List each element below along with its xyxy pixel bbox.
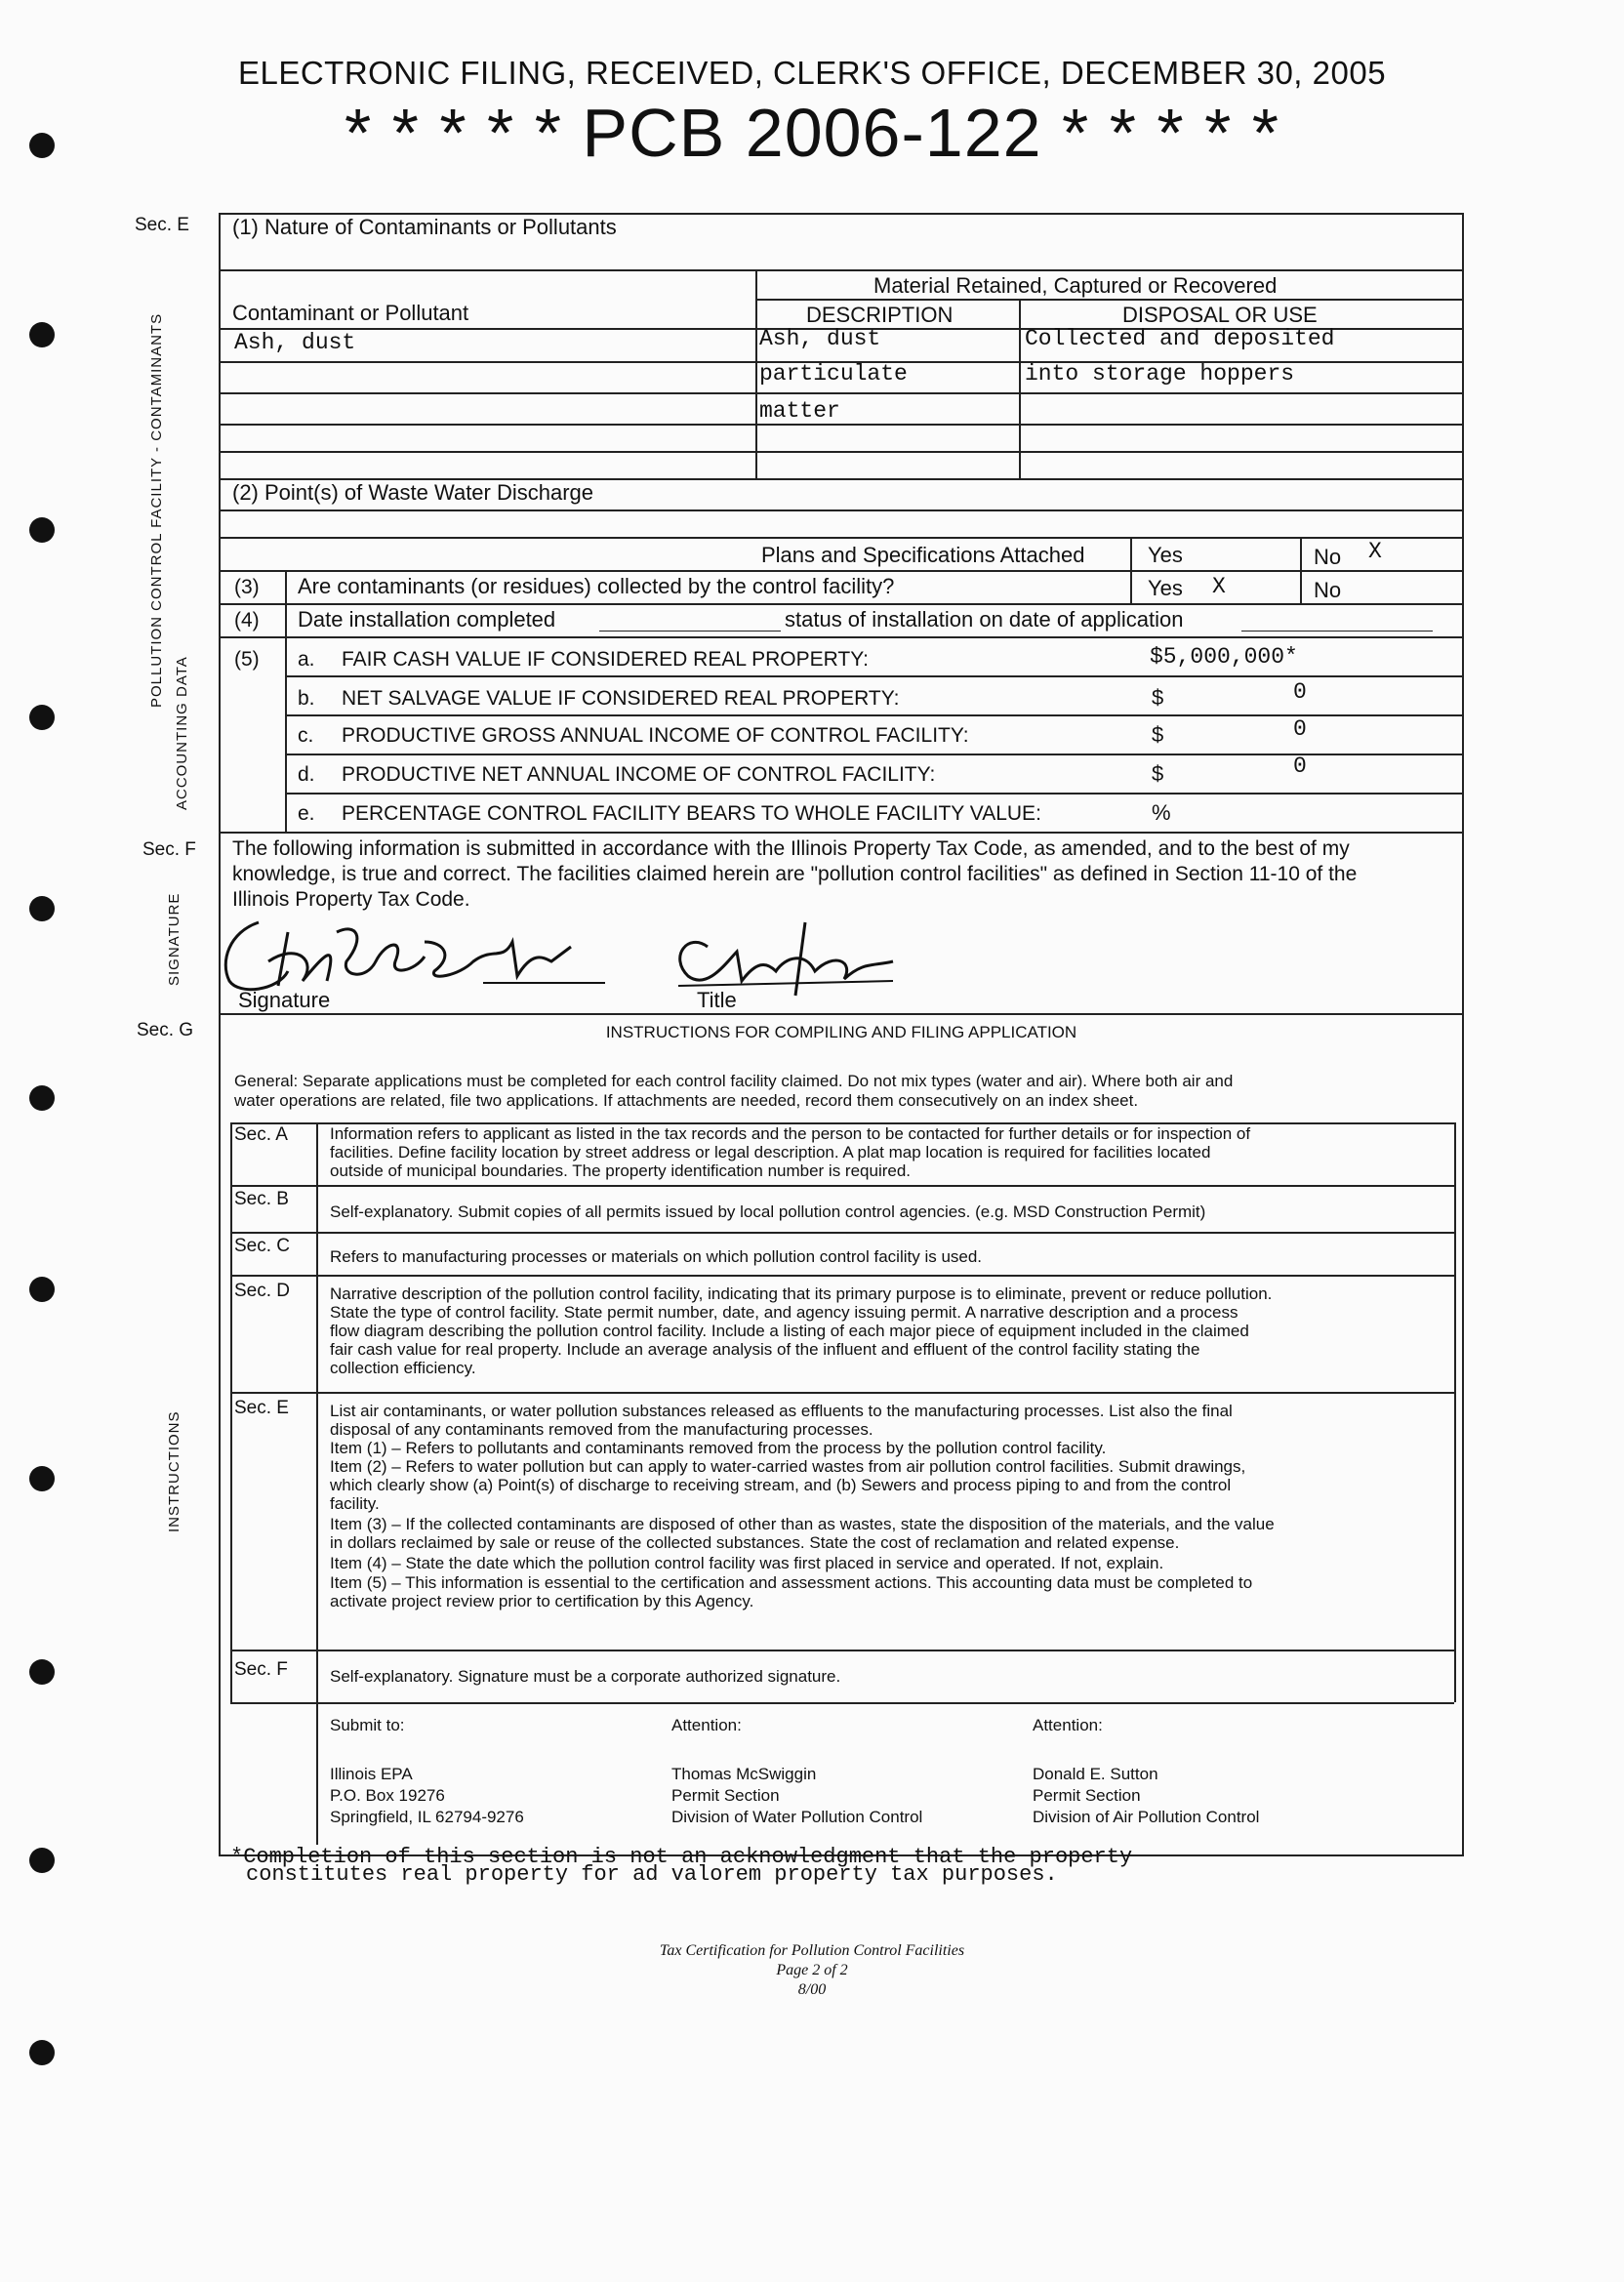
divider <box>219 424 1464 426</box>
accounting-letter: b. <box>298 687 315 710</box>
plans-no: No <box>1314 545 1342 569</box>
instr-line: Item (1) – Refers to pollutants and contaminants removed from the process by the pollution control facility. <box>330 1439 1107 1457</box>
accounting-amount: 0 <box>1293 754 1307 779</box>
certification-line: Illinois Property Tax Code. <box>232 888 470 911</box>
plans-yes: Yes <box>1148 543 1183 567</box>
note-line: *Completion of this section is not an acknowledgment that the property <box>230 1845 1133 1869</box>
divider <box>285 754 1464 755</box>
submit-to-label: Submit to: <box>330 1716 405 1734</box>
punch-hole <box>29 1085 55 1111</box>
accounting-label: PRODUCTIVE GROSS ANNUAL INCOME OF CONTROL FACILITY: <box>342 724 969 747</box>
instr-line: State the type of control facility. State permit number, date, and agency issuing permit. A narrative description and a process <box>330 1303 1238 1322</box>
attention-label: Attention: <box>671 1716 742 1734</box>
accounting-label: PRODUCTIVE NET ANNUAL INCOME OF CONTROL FACILITY: <box>342 763 936 786</box>
divider <box>1130 539 1132 605</box>
accounting-letter: c. <box>298 724 314 747</box>
general-line: General: Separate applications must be completed for each control facility claimed. Do not mix types (water and air). Where both air and <box>234 1072 1234 1090</box>
instr-line: facility. <box>330 1494 380 1513</box>
divider <box>230 1185 1454 1187</box>
attention-label: Attention: <box>1033 1716 1103 1734</box>
material-header: Material Retained, Captured or Recovered <box>873 273 1278 298</box>
signature-label: Signature <box>238 988 331 1012</box>
accounting-currency: $ <box>1152 761 1164 786</box>
side-label-accounting: ACCOUNTING DATA <box>174 656 190 810</box>
divider <box>1300 539 1302 605</box>
table-row-disposal: into storage hoppers <box>1025 361 1295 387</box>
divider <box>230 1702 1454 1704</box>
punch-hole <box>29 2040 55 2065</box>
accounting-amount: 0 <box>1293 679 1307 705</box>
accounting-label: NET SALVAGE VALUE IF CONSIDERED REAL PROPERTY: <box>342 687 900 710</box>
divider <box>285 793 1464 795</box>
instr-line: fair cash value for real property. Include an average analysis of the influent and effluent of the control facility stating the <box>330 1340 1200 1359</box>
footer-date: 8/00 <box>797 1981 827 1998</box>
item4-date-label: Date installation completed <box>298 607 556 632</box>
address-line: Illinois EPA <box>330 1765 413 1783</box>
divider <box>219 570 1464 572</box>
plans-no-mark: X <box>1368 539 1382 564</box>
divider <box>230 1650 1454 1651</box>
divider <box>316 1122 318 1845</box>
divider <box>230 1392 1454 1394</box>
accounting-amount: 0 <box>1293 716 1307 742</box>
instr-line: outside of municipal boundaries. The property identification number is required. <box>330 1161 912 1180</box>
instr-line: Self-explanatory. Signature must be a corporate authorized signature. <box>330 1667 841 1686</box>
punch-hole <box>29 896 55 921</box>
divider <box>219 832 1464 834</box>
instr-line: activate project review prior to certification by this Agency. <box>330 1592 754 1610</box>
divider <box>230 1122 232 1702</box>
instr-sec-label: Sec. E <box>234 1398 289 1418</box>
divider <box>219 509 1464 511</box>
item3-yes-mark: X <box>1212 574 1226 599</box>
instr-line: which clearly show (a) Point(s) of discharge to receiving stream, and (b) Sewers and process piping to and from the control <box>330 1476 1232 1494</box>
col-disposal: DISPOSAL OR USE <box>1122 303 1318 327</box>
signature-image <box>220 903 903 1000</box>
item1-title: (1) Nature of Contaminants or Pollutants <box>232 215 617 239</box>
instructions-heading: INSTRUCTIONS FOR COMPILING AND FILING APPLICATION <box>605 1023 1077 1041</box>
divider <box>219 1013 1464 1015</box>
punch-hole <box>29 133 55 158</box>
item3-question: Are contaminants (or residues) collected by the control facility? <box>298 574 895 598</box>
item4-status-label: status of installation on date of application <box>785 607 1184 632</box>
table-row-contaminant: Ash, dust <box>234 330 356 355</box>
item3-no: No <box>1314 578 1342 602</box>
col-contaminant: Contaminant or Pollutant <box>232 301 469 325</box>
item3-yes: Yes <box>1148 576 1183 600</box>
punch-hole <box>29 1659 55 1685</box>
status-installation-blank <box>1241 613 1433 632</box>
divider <box>230 1232 1454 1234</box>
instr-line: flow diagram describing the pollution control facility. Include a listing of each major piece of equipment included in the claimed <box>330 1322 1249 1340</box>
date-installation-blank <box>599 613 781 632</box>
divider <box>1454 1122 1456 1702</box>
accounting-letter: a. <box>298 648 315 671</box>
general-line: water operations are related, file two applications. If attachments are needed, record them consecutively on an index sheet. <box>234 1091 1139 1110</box>
accounting-letter: e. <box>298 802 315 825</box>
divider <box>1019 299 1021 478</box>
instr-line: Narrative description of the pollution control facility, indicating that its primary purpose is to eliminate, prevent or reduce pollution. <box>330 1284 1273 1303</box>
side-label-contaminants: POLLUTION CONTROL FACILITY - CONTAMINANTS <box>148 312 165 708</box>
sec-g-label: Sec. G <box>137 1020 194 1040</box>
side-label-signature: SIGNATURE <box>166 892 183 986</box>
accounting-percent: % <box>1152 800 1171 825</box>
divider <box>285 714 1464 716</box>
contact-line: Division of Air Pollution Control <box>1033 1808 1260 1826</box>
instr-line: facilities. Define facility location by street address or legal description. A plat map location is required for facilities located <box>330 1143 1211 1161</box>
instr-sec-label: Sec. A <box>234 1124 288 1145</box>
instr-line: in dollars reclaimed by sale or reuse of the collected substances. State the cost of reclamation and related expense. <box>330 1533 1180 1552</box>
contact-line: Thomas McSwiggin <box>671 1765 817 1783</box>
instr-line: Self-explanatory. Submit copies of all permits issued by local pollution control agencies. (e.g. MSD Construction Permit) <box>330 1202 1206 1221</box>
punch-hole <box>29 705 55 730</box>
accounting-label: PERCENTAGE CONTROL FACILITY BEARS TO WHOLE FACILITY VALUE: <box>342 802 1041 825</box>
table-row-description: Ash, dust <box>759 326 881 351</box>
item5-number: (5) <box>234 648 260 671</box>
contact-line: Donald E. Sutton <box>1033 1765 1158 1783</box>
instr-line: Item (3) – If the collected contaminants are disposed of other than as wastes, state the disposition of the materials, and the value <box>330 1515 1275 1533</box>
certification-line: The following information is submitted in accordance with the Illinois Property Tax Code, as amended, and to the best of my <box>232 837 1350 860</box>
instr-line: disposal of any contaminants removed from the manufacturing processes. <box>330 1420 873 1439</box>
fair-cash-value: $5,000,000* <box>1150 644 1298 670</box>
footer-title: Tax Certification for Pollution Control Facilities <box>659 1942 965 1959</box>
accounting-letter: d. <box>298 763 315 786</box>
punch-hole <box>29 322 55 347</box>
sec-f-label: Sec. F <box>142 839 196 860</box>
divider <box>219 603 1464 605</box>
docket-number: * * * * * PCB 2006-122 * * * * * <box>344 95 1280 171</box>
item2-title: (2) Point(s) of Waste Water Discharge <box>232 480 594 505</box>
instr-line: List air contaminants, or water pollution substances released as effluents to the manufacturing processes. List also the final <box>330 1402 1233 1420</box>
table-row-disposal: Collected and deposited <box>1025 326 1335 351</box>
divider <box>219 392 1464 394</box>
instr-line: collection efficiency. <box>330 1359 476 1377</box>
instr-line: Information refers to applicant as listed in the tax records and the person to be contacted for further details or for inspection of <box>330 1124 1251 1143</box>
contact-line: Division of Water Pollution Control <box>671 1808 923 1826</box>
punch-hole <box>29 517 55 543</box>
certification-line: knowledge, is true and correct. The facilities claimed herein are "pollution control facilities" as defined in Section 11-10 of the <box>232 863 1358 885</box>
footer-page: Page 2 of 2 <box>776 1962 848 1978</box>
divider <box>755 299 1464 301</box>
col-description: DESCRIPTION <box>806 303 954 327</box>
contact-line: Permit Section <box>1033 1786 1141 1805</box>
instr-sec-label: Sec. C <box>234 1236 291 1256</box>
instr-line: Item (5) – This information is essential to the certification and assessment actions. This accounting data must be completed to <box>330 1573 1253 1592</box>
title-label: Title <box>697 988 737 1012</box>
note-line: constitutes real property for ad valorem property tax purposes. <box>246 1862 1058 1887</box>
table-row-description: matter <box>759 398 840 424</box>
table-row-description: particulate <box>759 361 908 387</box>
divider <box>219 537 1464 539</box>
accounting-label: FAIR CASH VALUE IF CONSIDERED REAL PROPERTY: <box>342 648 869 671</box>
accounting-currency: $ <box>1152 722 1164 747</box>
address-line: P.O. Box 19276 <box>330 1786 445 1805</box>
instr-sec-label: Sec. B <box>234 1189 289 1209</box>
accounting-currency: $ <box>1152 685 1164 710</box>
divider <box>755 269 757 478</box>
divider <box>219 451 1464 453</box>
sec-e-label: Sec. E <box>135 215 189 235</box>
instr-line: Refers to manufacturing processes or materials on which pollution control facility is used. <box>330 1247 983 1266</box>
contact-line: Permit Section <box>671 1786 780 1805</box>
address-line: Springfield, IL 62794-9276 <box>330 1808 524 1826</box>
instr-sec-label: Sec. F <box>234 1659 288 1680</box>
side-label-instructions: INSTRUCTIONS <box>166 1410 183 1532</box>
item4-number: (4) <box>234 609 260 632</box>
divider <box>230 1275 1454 1277</box>
divider <box>285 675 1464 677</box>
instr-line: Item (2) – Refers to water pollution but can apply to water-carried wastes from air pollution control facilities. Submit drawings, <box>330 1457 1246 1476</box>
instr-sec-label: Sec. D <box>234 1281 291 1301</box>
punch-hole <box>29 1848 55 1873</box>
filing-stamp-line: ELECTRONIC FILING, RECEIVED, CLERK'S OFFICE, DECEMBER 30, 2005 <box>237 55 1387 91</box>
divider <box>219 269 1464 271</box>
plans-label: Plans and Specifications Attached <box>761 543 1085 567</box>
instr-line: Item (4) – State the date which the pollution control facility was first placed in service and operated. If not, explain. <box>330 1554 1164 1572</box>
item3-number: (3) <box>234 576 260 598</box>
punch-hole <box>29 1466 55 1491</box>
punch-hole <box>29 1277 55 1302</box>
divider <box>219 636 1464 638</box>
